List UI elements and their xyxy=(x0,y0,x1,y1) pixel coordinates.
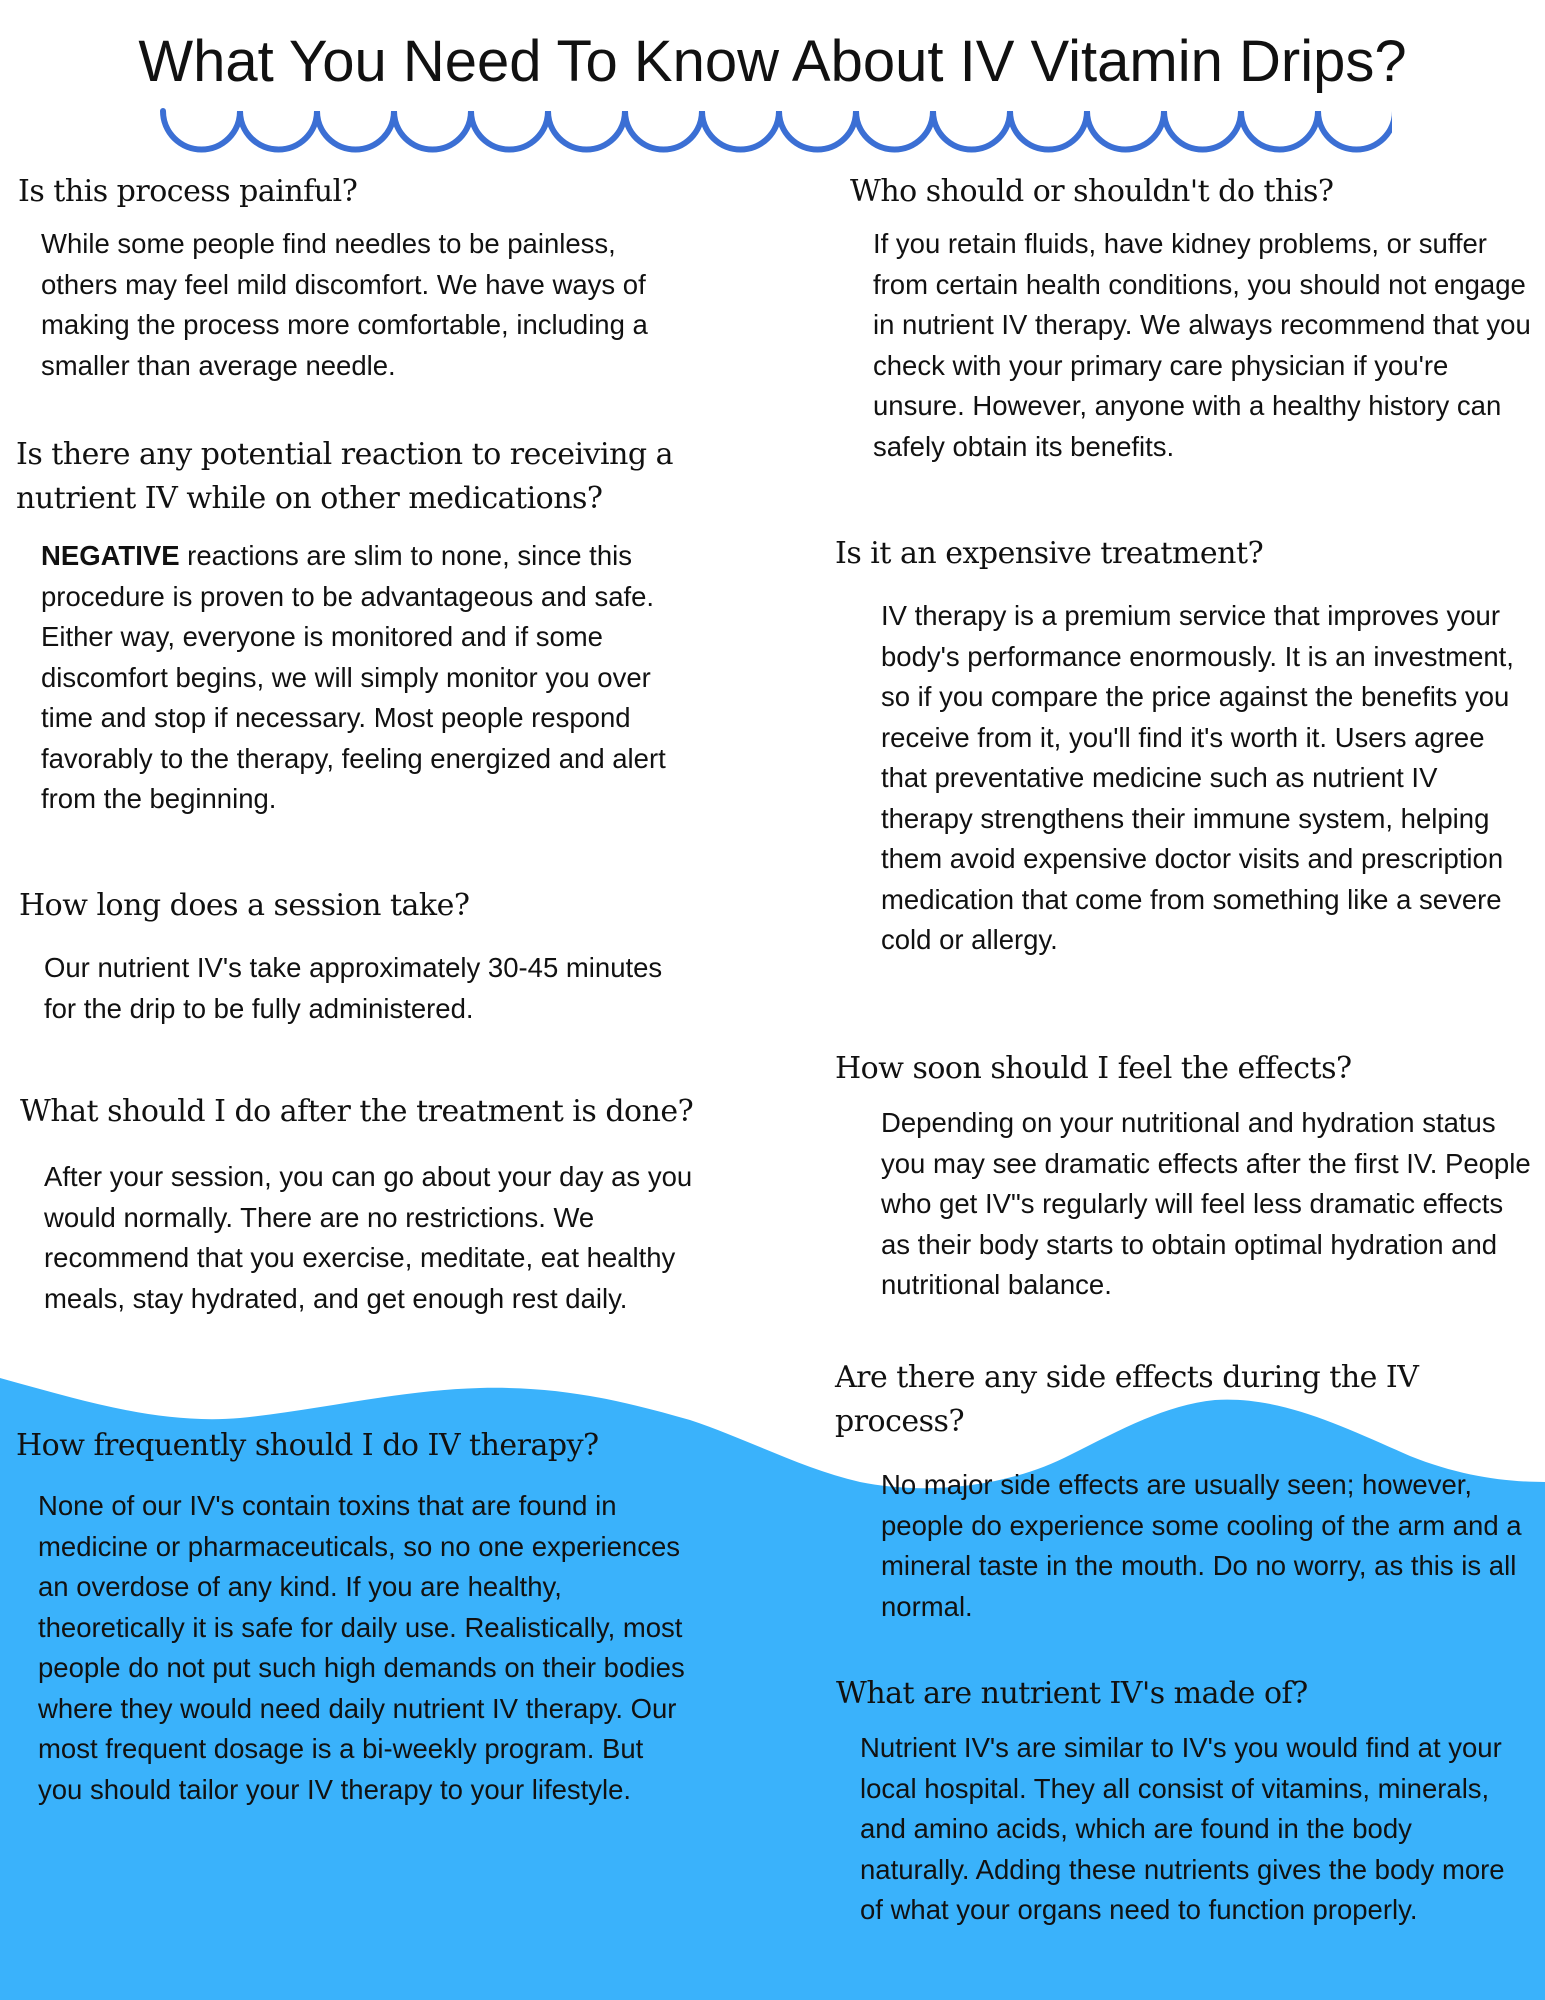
question-expensive: Is it an expensive treatment? xyxy=(835,536,1264,571)
question-effects: How soon should I feel the effects? xyxy=(835,1051,1352,1086)
answer-made-of: Nutrient IV's are similar to IV's you would find at your local hospital. They all consist of vitamins, minerals, and amino acids, which are found in the body naturally. Adding these nutrients gives the body more of what your organs need to function properly. xyxy=(860,1732,1505,1925)
question-session: How long does a session take? xyxy=(19,888,470,923)
answer-session: Our nutrient IV's take approximately 30-45 minutes for the drip to be fully administered. xyxy=(44,952,663,1024)
question-painful: Is this process painful? xyxy=(18,174,358,209)
answer-side-effects: No major side effects are usually seen; however, people do experience some cooling of the arm and a mineral taste in the mouth. Do no worry, as this is all normal. xyxy=(881,1469,1522,1622)
question-side-effects: Are there any side effects during the IV process? xyxy=(835,1360,1419,1439)
page-title: What You Need To Know About IV Vitamin Drips? xyxy=(138,29,1407,94)
answer-after: After your session, you can go about your day as you would normally. There are no restrictions. We recommend that you exercise, meditate, eat healthy meals, stay hydrated, and get enough rest daily. xyxy=(44,1161,693,1314)
question-frequency: How frequently should I do IV therapy? xyxy=(16,1428,599,1463)
scalloped-divider xyxy=(160,108,1392,154)
answer-who: If you retain fluids, have kidney problems, or suffer from certain health conditions, you should not engage in nutrient IV therapy. We always recommend that you check with your primary care physician if you're unsure. However, anyone with a healthy history can safely obtain its benefits. xyxy=(873,228,1531,462)
answer-reaction-text: reactions are slim to none, since this procedure is proven to be advantageous and safe. Either way, everyone is monitored and if some discomfort begins, we will simply monitor you over time and stop if necessary. Most people respond favorably to the therapy, feeling energized and alert from the beginning. xyxy=(41,540,666,814)
question-made-of: What are nutrient IV's made of? xyxy=(836,1676,1308,1711)
answer-reaction xyxy=(41,536,681,820)
answer-painful: While some people find needles to be painless, others may feel mild discomfort. We have ways of making the process more comfortable, including a smaller than average needle. xyxy=(41,228,648,381)
answer-expensive: IV therapy is a premium service that improves your body's performance enormously. It is an investment, so if you compare the price against the benefits you receive from it, you'll find it's worth it. Users agree that preventative medicine such as nutrient IV therapy strengthens their immune system, helping them avoid expensive doctor visits and prescription medication that come from something like a severe cold or allergy. xyxy=(881,600,1514,955)
answer-frequency: None of our IV's contain toxins that are found in medicine or pharmaceuticals, so no one experiences an overdose of any kind. If you are healthy, theoretically it is safe for daily use. Realistically, most people do not put such high demands on their bodies where they would need daily nutrient IV therapy. Our most frequent dosage is a bi-weekly program. But you should tailor your IV therapy to your lifestyle. xyxy=(38,1490,685,1805)
question-who: Who should or shouldn't do this? xyxy=(850,174,1334,209)
question-after: What should I do after the treatment is done? xyxy=(20,1094,694,1129)
answer-effects: Depending on your nutritional and hydration status you may see dramatic effects after the first IV. People who get IV"s regularly will feel less dramatic effects as their body starts to obtain optimal hydration and nutritional balance. xyxy=(881,1107,1531,1300)
negative-emphasis: NEGATIVE xyxy=(41,540,180,571)
question-reaction: Is there any potential reaction to receiving a nutrient IV while on other medications? xyxy=(16,437,674,516)
